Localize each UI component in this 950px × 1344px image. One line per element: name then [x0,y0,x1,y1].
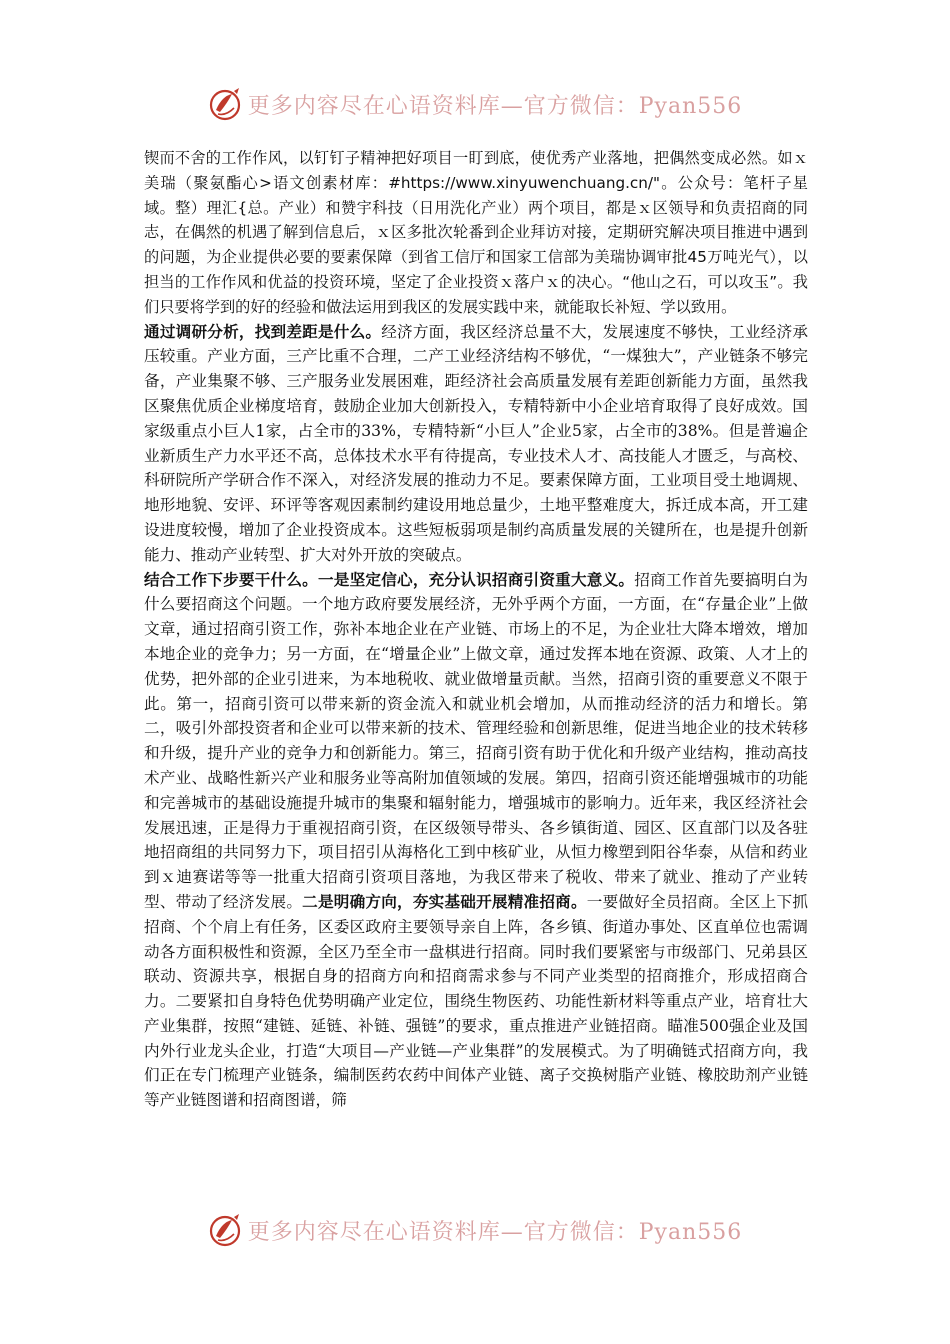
watermark-text: 更多内容尽在心语资料库—官方微信：Pyan556 [247,93,743,119]
footer-watermark-banner [0,1210,950,1250]
header-watermark-banner [0,84,950,124]
pen-logo-icon [208,86,244,122]
pen-logo-icon [208,1212,244,1248]
paragraph-1: 锲而不舍的工作作风，以钉钉子精神把好项目一盯到底，使优秀产业落地，把偶然变成必然。如ｘ美瑞（聚氨酯心>语文创素材库：#https://www.xinyuwenchuang.cn/"。公众号：笔杆子星域。整）理汇{总。产业）和赞宇科技（日用洗化产业）两个项目，都是ｘ区领导和负责招商的同志，在偶然的机遇了解到信息后，ｘ区多批次轮番到企业拜访对接，定期研究解决项目推进中遇到的问题，为企业提供必要的要素保障（到省工信厅和国家工信部为美瑞协调审批45万吨光气），以担当的工作作风和优益的投资环境，坚定了企业投资ｘ落户ｘ的决心。“他山之石，可以攻玉”。我们只要将学到的好的经验和做法运用到我区的发展实践中来，就能取长补短、学以致用。 [144,149,808,316]
paragraph-2 [144,320,808,568]
paragraph-3-subheading: 二是明确方向，夯实基础开展精准招商。 [302,892,587,911]
paragraph-3-text: 招商工作首先要搞明白为什么要招商这个问题。一个地方政府要发展经济，无外乎两个方面，一方面，在“存量企业”上做文章，通过招商引资工作，弥补本地企业在产业链、市场上的不足，为企业壮大降本增效，增加本地企业的竞争力；另一方面，在“增量企业”上做文章，通过发挥本地在资源、政策、人才上的优势，把外部的企业引进来，为本地税收、就业做增量贡献。当然，招商引资的重要意义不限于此。第一，招商引资可以带来新的资金流入和就业机会增加，从而推动经济的活力和增长。第二，吸引外部投资者和企业可以带来新的技术、管理经验和创新思维，促进当地企业的技术转移和升级，提升产业的竞争力和创新能力。第三，招商引资有助于优化和升级产业结构，推动高技术产业、战略性新兴产业和服务业等高附加值领域的发展。第四，招商引资还能增强城市的功能和完善城市的基础设施提升城市的集聚和辐射能力，增强城市的影响力。近年来，我区经济社会发展迅速，正是得力于重视招商引资，在区级领导带头、各乡镇街道、园区、区直部门以及各驻地招商组的共同努力下，项目招引从海格化工到中核矿业，从恒力橡塑到阳谷华泰，从信和药业到ｘ迪赛诺等等一批重大招商引资项目落地，为我区带来了税收、带来了就业、推动了产业转型、带动了经济发展。 [144,570,808,911]
paragraph-2-heading: 通过调研分析，找到差距是什么。 [144,322,382,341]
paragraph-3-heading: 结合工作下步要干什么。一是坚定信心，充分认识招商引资重大意义。 [144,570,635,589]
document-body [144,146,808,1113]
paragraph-3 [144,568,808,1114]
paragraph-2-text: 经济方面，我区经济总量不大，发展速度不够快，工业经济承压较重。产业方面，三产比重不合理，二产工业经济结构不够优，“一煤独大”，产业链条不够完备，产业集聚不够、三产服务业发展困难，距经济社会高质量发展有差距创新能力方面，虽然我区聚焦优质企业梯度培育，鼓励企业加大创新投入，专精特新中小企业培育取得了良好成效。国家级重点小巨人1家，占全市的33%，专精特新“小巨人”企业5家，占全市的38%。但是普遍企业新质生产力水平还不高，总体技术水平有待提高，专业技术人才、高技能人才匮乏，与高校、科研院所产学研合作不深入，对经济发展的推动力不足。要素保障方面，工业项目受土地调规、地形地貌、安评、环评等客观因素制约建设用地总量少，土地平整难度大，拆迁成本高，开工建设进度较慢，增加了企业投资成本。这些短板弱项是制约高质量发展的关键所在，也是提升创新能力、推动产业转型、扩大对外开放的突破点。 [144,322,808,564]
watermark-text: 更多内容尽在心语资料库—官方微信：Pyan556 [247,1219,743,1245]
paragraph-3-text-2: 一要做好全员招商。全区上下抓招商、个个肩上有任务，区委区政府主要领导亲自上阵，各乡镇、街道办事处、区直单位也需调动各方面积极性和资源，全区乃至全市一盘棋进行招商。同时我们要紧密与市级部门、兄弟县区联动、资源共享，根据自身的招商方向和招商需求参与不同产业类型的招商推介，形成招商合力。二要紧扣自身特色优势明确产业定位，围绕生物医药、功能性新材料等重点产业，培育壮大产业集群，按照“建链、延链、补链、强链”的要求，重点推进产业链招商。瞄准500强企业及国内外行业龙头企业，打造“大项目—产业链—产业集群”的发展模式。为了明确链式招商方向，我们正在专门梳理产业链条，编制医药农药中间体产业链、离子交换树脂产业链、橡胶助剂产业链等产业链图谱和招商图谱，筛 [144,892,808,1110]
